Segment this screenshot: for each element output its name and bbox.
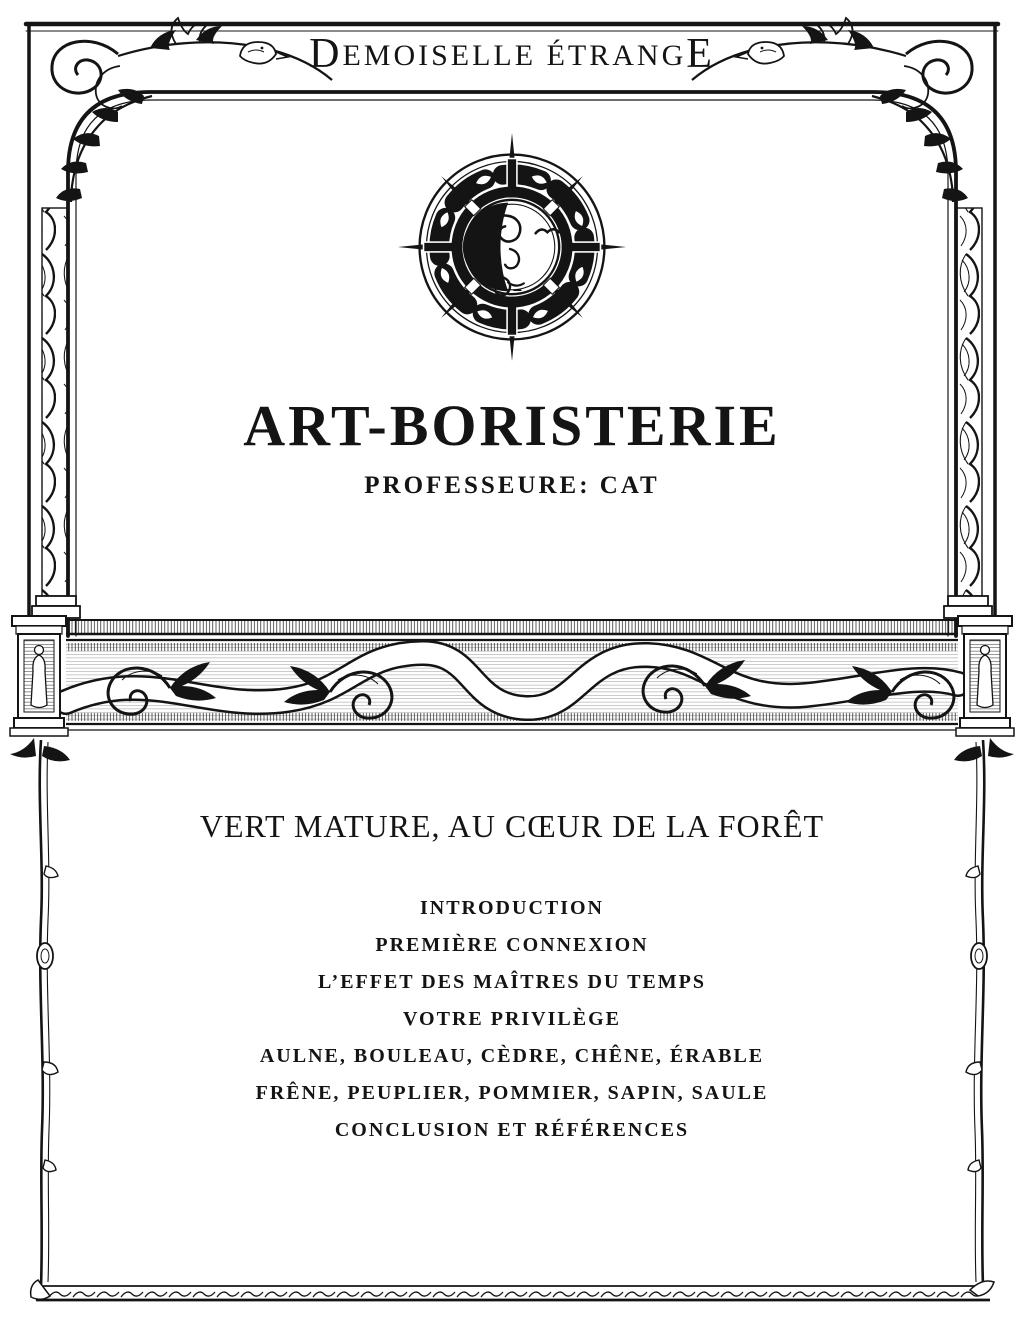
masthead-initial: D	[309, 31, 343, 77]
toc-item-votre-privilege: VOTRE PRIVILÈGE	[403, 1008, 621, 1030]
toc-item-arbres-2: FRÊNE, PEUPLIER, POMMIER, SAPIN, SAULE	[255, 1082, 769, 1104]
compass-moon-emblem-icon	[394, 129, 630, 365]
toc-item-premiere-connexion: PREMIÈRE CONNEXION	[375, 934, 649, 956]
section-title: VERT MATURE, AU CŒUR DE LA FORÊT	[199, 808, 825, 844]
toc-item-introduction: INTRODUCTION	[419, 897, 605, 919]
course-title: ART-BORISTERIE	[243, 393, 781, 458]
course-subtitle: PROFESSEURE: CAT	[364, 472, 660, 499]
toc-item-conclusion-references: CONCLUSION ET RÉFÉRENCES	[334, 1119, 690, 1141]
toc-item-arbres-1: AULNE, BOULEAU, CÈDRE, CHÊNE, ÉRABLE	[259, 1045, 765, 1067]
masthead-final: E	[686, 31, 715, 77]
masthead-title	[0, 33, 1024, 75]
toc-item-effet-des-maitres-du-temps: L’EFFET DES MAÎTRES DU TEMPS	[318, 971, 706, 993]
table-of-contents	[0, 890, 1024, 1149]
masthead-body: EMOISELLE ÉTRANG	[342, 39, 687, 72]
